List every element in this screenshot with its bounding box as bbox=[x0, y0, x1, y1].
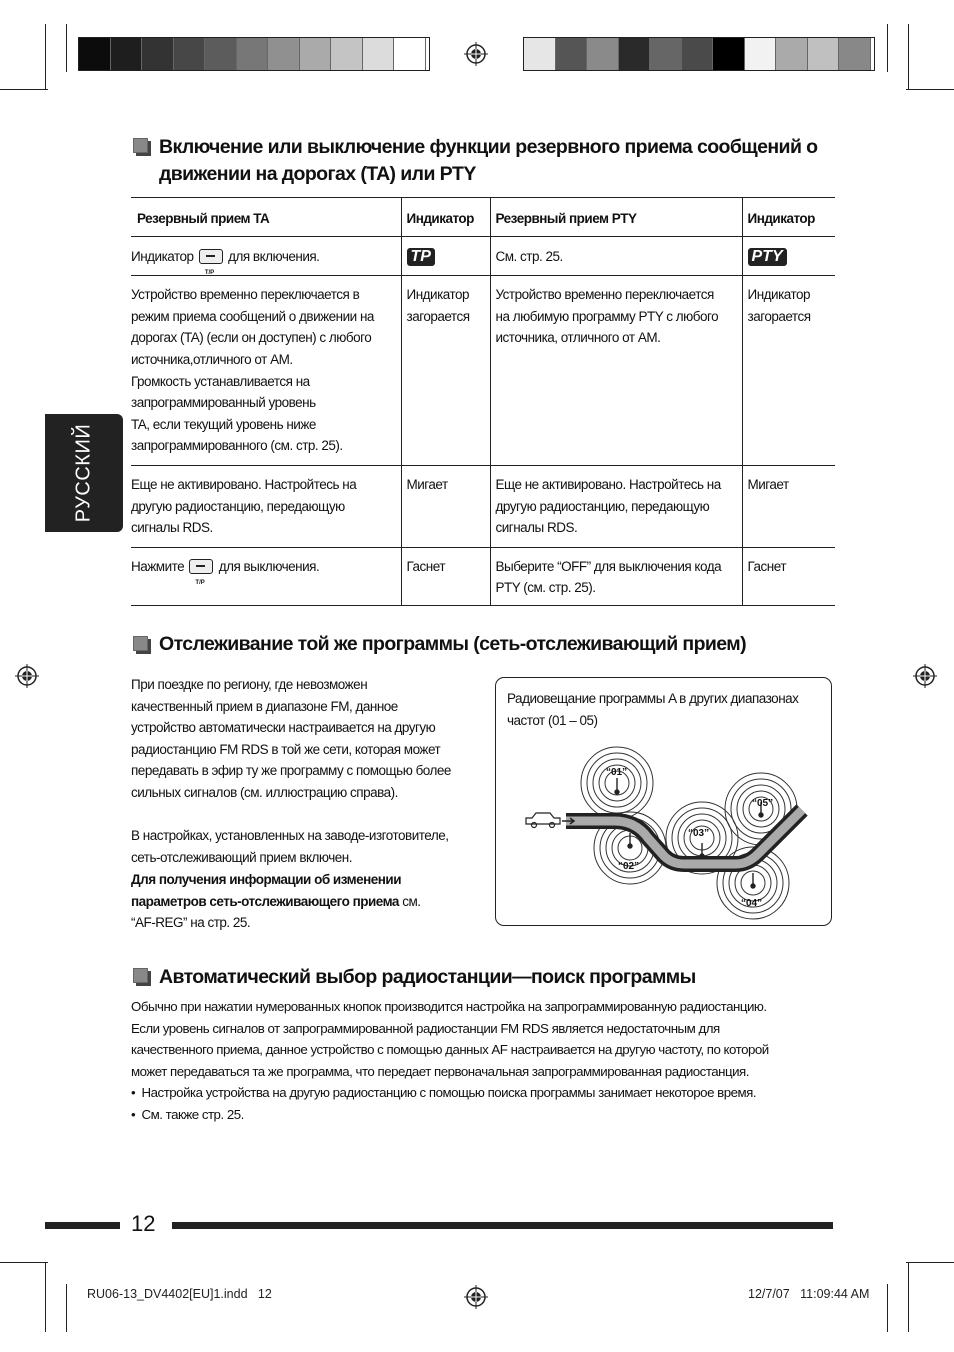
gray-scale-bar bbox=[523, 37, 875, 71]
table-cell: Индикатор загорается bbox=[401, 276, 490, 466]
table-cell: Гаснет bbox=[401, 547, 490, 605]
table-cell: Индикатор T/P для включения. bbox=[131, 248, 320, 276]
tp-button-icon: T/P bbox=[189, 559, 213, 576]
station-label: “02” bbox=[618, 861, 640, 872]
column-header: Индикатор bbox=[742, 198, 835, 237]
table-cell bbox=[401, 236, 490, 276]
table-cell: Нажмите T/P для выключения. bbox=[131, 558, 320, 586]
table-row bbox=[131, 236, 835, 276]
column-header: Резервный прием PTY bbox=[490, 198, 742, 237]
bullet-dot: • bbox=[131, 1085, 136, 1100]
tp-indicator-icon: TP bbox=[407, 248, 435, 266]
language-label: РУССКИЙ bbox=[72, 423, 95, 523]
body-text: При поездке по региону, где невозможен качественный прием в диапазоне FM, данное устройство автоматически настраивается на другую радиостанцию FM RDS в той же сети, которая может передавать в эфир ту же программу с помощью более сильных сигналов (см. иллюстрацию справа). bbox=[131, 677, 451, 800]
car-icon bbox=[526, 813, 560, 828]
crop-mark bbox=[0, 89, 48, 90]
crop-mark bbox=[887, 1284, 888, 1332]
table-cell: Еще не активировано. Настройтесь на другую радиостанцию, передающую сигналы RDS. bbox=[490, 465, 742, 547]
page-bar-left bbox=[45, 1222, 120, 1229]
station-coverage-illustration bbox=[496, 678, 830, 924]
section-bullet-icon bbox=[133, 138, 148, 153]
column-header: Резервный прием TA bbox=[137, 211, 270, 226]
table-cell: Мигает bbox=[401, 465, 490, 547]
crop-mark bbox=[908, 24, 909, 90]
table-row bbox=[131, 465, 835, 547]
table-row bbox=[131, 276, 835, 466]
station-label: “04” bbox=[741, 898, 763, 909]
crop-mark bbox=[66, 24, 67, 72]
table-cell: Устройство временно переключается в режим приема сообщений о движении на дорогах (TA) (если он доступен) с любого источника,отличного от AM. Громкость устанавливается на запрограммированный уровень TA, если текущий уровень ниже запрограммированного (см. стр. 25). bbox=[131, 287, 374, 454]
crop-mark bbox=[45, 1262, 46, 1332]
table-cell: Выберите “OFF” для выключения кода PTY (см. стр. 25). bbox=[490, 547, 742, 605]
table-row bbox=[131, 547, 835, 605]
page-number: 12 bbox=[131, 1211, 156, 1236]
table-cell: Устройство временно переключается на любимую программу PTY с любого источника, отличного от AM. bbox=[490, 276, 742, 466]
registration-mark-icon bbox=[15, 664, 39, 688]
section-title: Автоматический выбор радиостанции—поиск программы bbox=[159, 966, 696, 988]
station-label: “05” bbox=[752, 798, 774, 809]
table-cell: См. стр. 25. bbox=[490, 236, 742, 276]
body-text: Для получения информации об изменении параметров сеть-отслеживающего приема см. “AF-REG” на стр. 25. bbox=[131, 872, 421, 931]
network-tracking-diagram bbox=[495, 677, 832, 926]
language-tab bbox=[45, 414, 123, 532]
crop-mark bbox=[887, 24, 888, 72]
section-title: Включение или выключение функции резервного приема сообщений о движении на дорогах (TA) или PTY bbox=[159, 136, 818, 185]
section-title: Отслеживание той же программы (сеть-отслеживающий прием) bbox=[159, 633, 746, 655]
bullet-item: • См. также стр. 25. bbox=[131, 1107, 244, 1122]
body-text: В настройках, установленных на заводе-изготовителе, сеть-отслеживающий прием включен. bbox=[131, 828, 449, 865]
bullet-dot: • bbox=[131, 1107, 136, 1122]
diagram-caption: Радиовещание программы A в других диапазонах частот (01 – 05) bbox=[507, 691, 799, 728]
crop-mark bbox=[906, 1262, 954, 1263]
table-cell: Индикатор загорается bbox=[742, 276, 835, 466]
crop-mark bbox=[906, 89, 954, 90]
table-cell bbox=[742, 236, 835, 276]
column-header: Индикатор bbox=[401, 198, 490, 237]
body-text: Обычно при нажатии нумерованных кнопок производится настройка на запрограммированную радиостанцию. Если уровень сигналов от запрограммированной радиостанции FM RDS является недостаточным для качественного приема, данное устройство с помощью данных AF настраивается на другую частоту, по которой может передаваться та же программа, что передает первоначальная запрограммированная радиостанция. bbox=[131, 999, 769, 1079]
pty-indicator-icon: PTY bbox=[748, 248, 787, 266]
registration-mark-icon bbox=[913, 664, 937, 688]
crop-mark bbox=[908, 1262, 909, 1332]
station-label: “01” bbox=[606, 767, 628, 778]
bullet-item: • Настройка устройства на другую радиостанцию с помощью поиска программы занимает некоторое время. bbox=[131, 1085, 757, 1100]
gray-scale-bar bbox=[78, 37, 430, 71]
registration-mark-icon bbox=[464, 1285, 488, 1309]
section-bullet-icon bbox=[133, 636, 148, 651]
station-label: “03” bbox=[688, 828, 710, 839]
table-cell: Мигает bbox=[742, 465, 835, 547]
table-cell: Гаснет bbox=[742, 547, 835, 605]
footer-file: RU06-13_DV4402[EU]1.indd 12 bbox=[87, 1287, 272, 1301]
footer-date: 12/7/07 11:09:44 AM bbox=[748, 1287, 870, 1301]
section-bullet-icon bbox=[133, 968, 148, 983]
table-header-row bbox=[131, 198, 835, 237]
crop-mark bbox=[66, 1284, 67, 1332]
registration-mark-icon bbox=[464, 42, 488, 66]
crop-mark bbox=[45, 24, 46, 90]
ta-pty-table bbox=[131, 197, 835, 606]
crop-mark bbox=[0, 1262, 48, 1263]
tp-button-icon: T/P bbox=[199, 249, 223, 266]
page-bar-right bbox=[172, 1222, 833, 1229]
table-cell: Еще не активировано. Настройтесь на другую радиостанцию, передающую сигналы RDS. bbox=[131, 476, 357, 536]
